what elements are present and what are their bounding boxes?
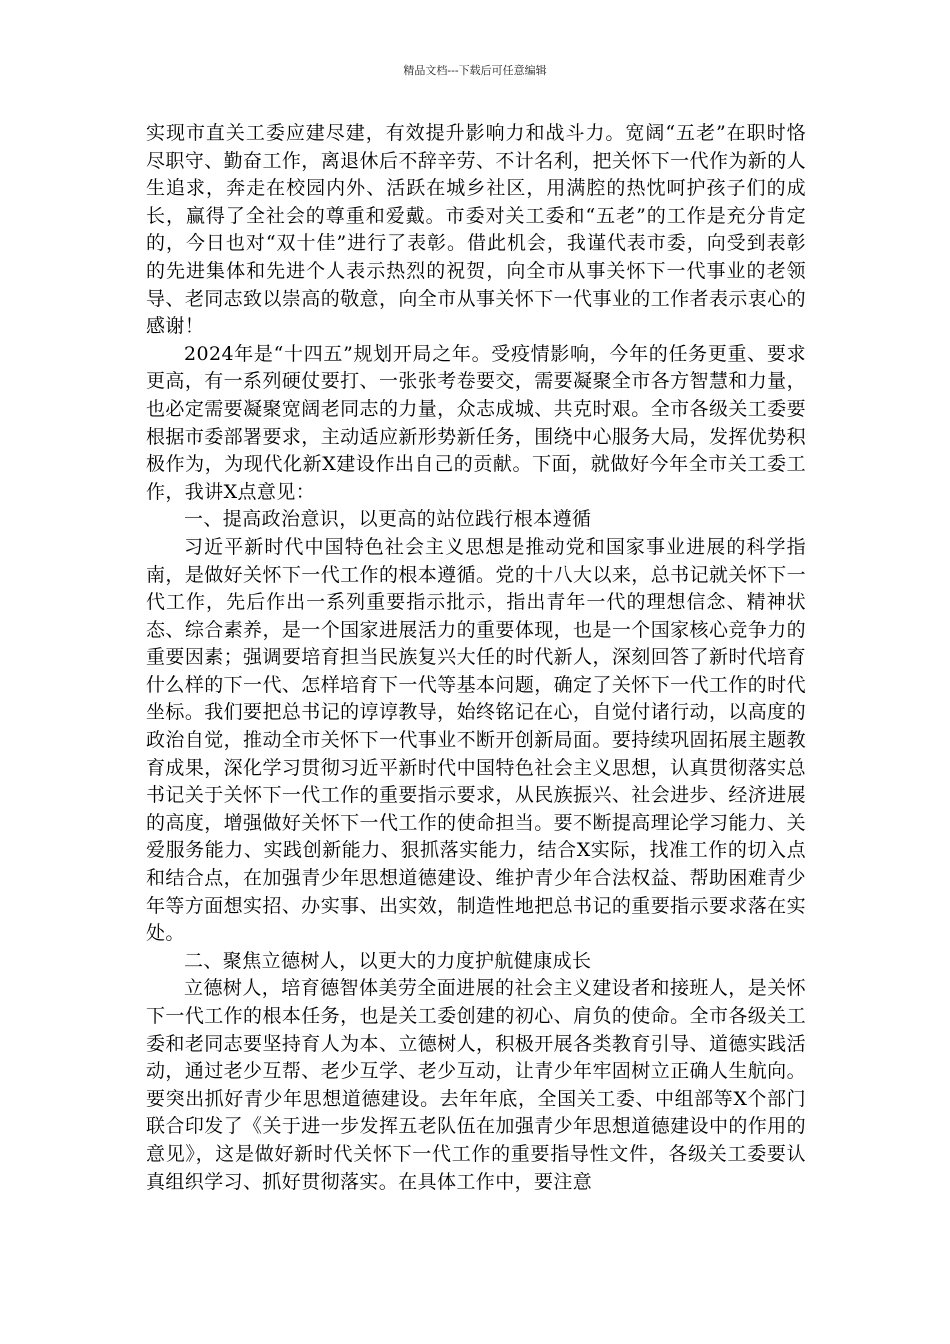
section-heading-two: 二、聚焦立德树人，以更大的力度护航健康成长 xyxy=(184,949,592,972)
page-header: 精品文档---下载后可任意编辑 xyxy=(403,64,547,77)
paragraph-year-overview: 2024年是“十四五”规划开局之年。受疫情影响，今年的任务更重、要求更高，有一系列硬仗要打、一张张考卷要交，需要凝聚全市各方智慧和力量，也必定需要凝聚宽阔老同志的力量，众志成城、共克时艰。全市各级关工委要根据市委部署要求，主动适应新形势新任务，围绕中心服务大局，发挥优势积极作为，为现代化新X建设作出自己的贡献。下面，就做好今年全市关工委工作，我讲X点意见： xyxy=(146,342,806,503)
paragraph-section-two: 立德树人，培育德智体美劳全面进展的社会主义建设者和接班人，是关怀下一代工作的根本任务，也是关工委创建的初心、肩负的使命。全市各级关工委和老同志要坚持育人为本、立德树人，积极开展各类教育引导、道德实践活动，通过老少互帮、老少互学、老少互动，让青少年牢固树立正确人生航向。要突出抓好青少年思想道德建设。去年年底，全国关工委、中组部等X个部门联合印发了《关于进一步发挥五老队伍在加强青少年思想道德建设中的作用的意见》，这是做好新时代关怀下一代工作的重要指导性文件，各级关工委要认真组织学习、抓好贯彻落实。在具体工作中，要注意 xyxy=(146,977,806,1193)
section-heading-one: 一、提高政治意识，以更高的站位践行根本遵循 xyxy=(184,508,592,531)
paragraph-continuation: 实现市直关工委应建尽建，有效提升影响力和战斗力。宽阔“五老”在职时恪尽职守、勤奋工作，离退休后不辞辛劳、不计名利，把关怀下一代作为新的人生追求，奔走在校园内外、活跃在城乡社区，用满腔的热忱呵护孩子们的成长，赢得了全社会的尊重和爱戴。市委对关工委和“五老”的工作是充分肯定的，今日也对“双十佳”进行了表彰。借此机会，我谨代表市委，向受到表彰的先进集体和先进个人表示热烈的祝贺，向全市从事关怀下一代事业的老领导、老同志致以崇高的敬意，向全市从事关怀下一代事业的工作者表示衷心的感谢！ xyxy=(146,122,806,338)
document-body xyxy=(146,120,806,1196)
paragraph-section-one: 习近平新时代中国特色社会主义思想是推动党和国家事业进展的科学指南，是做好关怀下一代工作的根本遵循。党的十八大以来，总书记就关怀下一代工作，先后作出一系列重要指示批示，指出青年一代的理想信念、精神状态、综合素养，是一个国家进展活力的重要体现，也是一个国家核心竞争力的重要因素；强调要培育担当民族复兴大任的时代新人，深刻回答了新时代培育什么样的下一代、怎样培育下一代等基本问题，确定了关怀下一代工作的时代坐标。我们要把总书记的谆谆教导，始终铭记在心，自觉付诸行动，以高度的政治自觉，推动全市关怀下一代事业不断开创新局面。要持续巩固拓展主题教育成果，深化学习贯彻习近平新时代中国特色社会主义思想，认真贯彻落实总书记关于关怀下一代工作的重要指示要求，从民族振兴、社会进步、经济进展的高度，增强做好关怀下一代工作的使命担当。要不断提高理论学习能力、关爱服务能力、实践创新能力、狠抓落实能力，结合X实际，找准工作的切入点和结合点，在加强青少年思想道德建设、维护青少年合法权益、帮助困难青少年等方面想实招、办实事、出实效，制造性地把总书记的重要指示要求落在实处。 xyxy=(146,535,806,945)
